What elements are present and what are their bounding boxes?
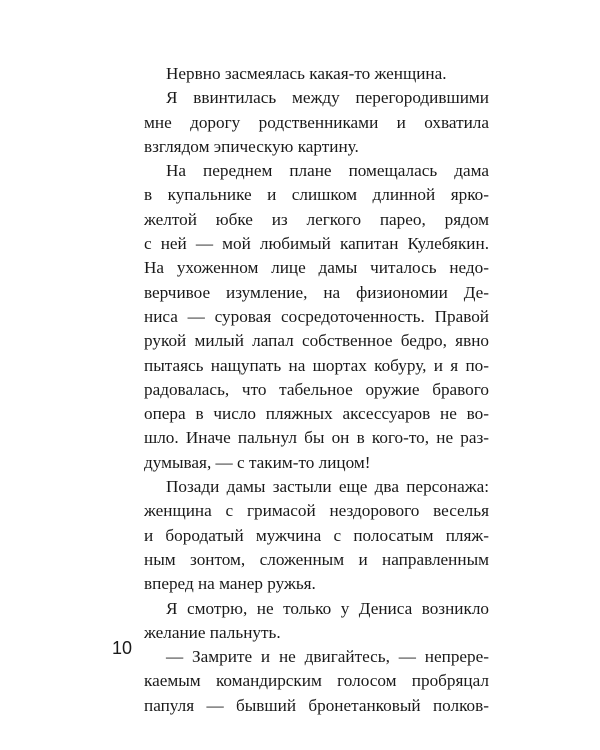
text-line: Я смотрю, не только у Дениса возникло: [166, 598, 489, 618]
text-line: верчивое изумление, на физиономии Де-: [144, 282, 489, 302]
text-line: радовалась, что табельное оружие бравого: [144, 379, 489, 399]
text-line: ниса — суровая сосредоточенность. Правой: [144, 306, 489, 326]
text-line: Я ввинтилась между перегородившими: [166, 88, 489, 108]
text-line: женщина с гримасой нездорового веселья: [144, 501, 489, 521]
text-line: папуля — бывший бронетанковый полков-: [144, 695, 489, 715]
text-line: На ухоженном лице дамы читалось недо-: [144, 258, 489, 278]
text-line: и бородатый мужчина с полосатым пляж-: [144, 525, 489, 545]
text-line: Нервно засмеялась какая-то женщина.: [166, 64, 447, 83]
text-line: На переднем плане помещалась дама: [166, 161, 489, 181]
body-text: [144, 62, 489, 718]
text-line: в купальнике и слишком длинной ярко-: [144, 185, 489, 205]
text-line: шло. Иначе пальнул бы он в кого-то, не раз-: [144, 428, 489, 448]
text-line: желание пальнуть.: [144, 622, 281, 642]
text-line: опера в число пляжных аксессуаров не во-: [144, 404, 489, 424]
text-line: ным зонтом, сложенным и направленным: [144, 549, 489, 569]
text-line: рукой милый лапал собственное бедро, явно: [144, 331, 489, 351]
text-line: каемым командирским голосом пробряцал: [144, 671, 489, 691]
page-number: 10: [112, 638, 133, 658]
text-line: мне дорогу родственниками и охватила: [144, 112, 489, 132]
text-line: — Замрите и не двигайтесь, — непрере-: [166, 647, 489, 667]
text-line: желтой юбке из легкого парео, рядом: [144, 209, 489, 229]
text-line: взглядом эпическую картину.: [144, 136, 359, 156]
text-line: с ней — мой любимый капитан Кулебякин.: [144, 234, 489, 254]
text-line: пытаясь нащупать на шортах кобуру, и я по-: [144, 355, 489, 375]
text-line: Позади дамы застыли еще два персонажа:: [166, 477, 489, 497]
text-line: вперед на манер ружья.: [144, 574, 316, 594]
text-line: думывая, — с таким-то лицом!: [144, 452, 371, 472]
